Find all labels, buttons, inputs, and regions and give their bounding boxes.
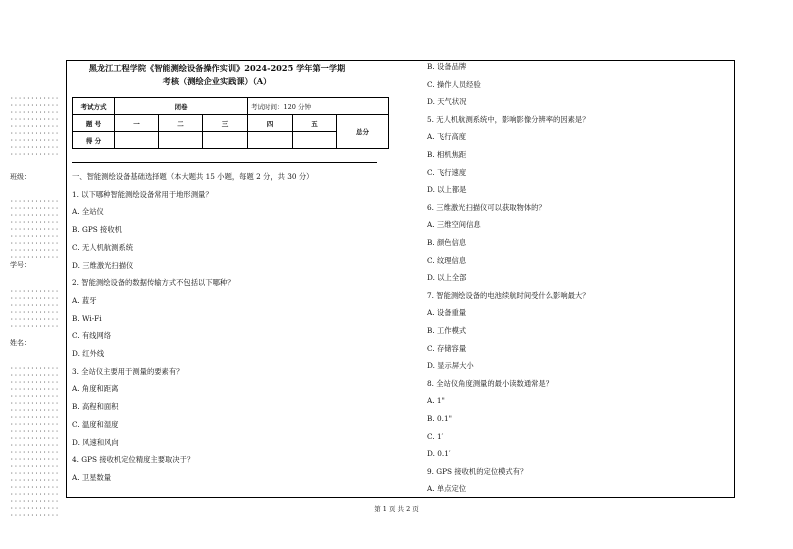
option-line: A. 角度和距离 [72, 384, 119, 394]
exam-time: 考试时间：120 分钟 [248, 98, 389, 115]
option-line: D. 天气状况 [427, 97, 467, 107]
score-cell-2[interactable] [159, 132, 203, 149]
question-line: 8. 全站仪角度测量的最小读数通常是？ [427, 378, 554, 388]
column-2: 二 [159, 115, 203, 132]
student-id-label: 学号： [10, 261, 31, 269]
option-line: B. 颜色信息 [427, 238, 467, 247]
option-line: D. 风速和风向 [72, 437, 119, 447]
seal-dots-4: ············ ············ ············ ············ ············ ············ ············ ············ ············ ············ ············ ············ ············ ············ ············ ············ ············ ············ ············ ············ ············ ············ [10, 365, 60, 519]
question-line: 7. 智能测绘设备的电池续航时间受什么影响最大？ [427, 290, 590, 300]
seal-dots-3: ············ ············ ············ ············ ············ ············ [10, 288, 60, 330]
option-line: A. 飞行高度 [427, 132, 467, 142]
option-line: B. 工作模式 [427, 326, 467, 335]
column-1: 一 [115, 115, 159, 132]
option-line: D. 0.1′ [427, 449, 451, 459]
option-line: C. 无人机航测系统 [72, 242, 134, 252]
option-line: B. 设备品牌 [427, 62, 467, 71]
option-line: B. 0.1" [427, 414, 452, 423]
question-line: 4. GPS 接收机定位精度主要取决于？ [72, 455, 195, 465]
option-line: D. 以上全部 [427, 273, 467, 283]
option-line: D. 显示屏大小 [427, 361, 474, 371]
option-line: A. 蓝牙 [72, 295, 97, 305]
class-label: 班级： [10, 173, 31, 181]
option-line: A. 设备重量 [427, 308, 467, 318]
option-line: A. 全站仪 [72, 207, 104, 217]
exam-title-line2: 考核（测绘企业实践课）（A） [162, 76, 272, 86]
seal-dots-2: ············ ············ ············ ············ ············ ············ ············ ············ ············ [10, 198, 60, 261]
option-line: C. 存储容量 [427, 343, 467, 353]
score-cell-1[interactable] [115, 132, 159, 149]
option-line: C. 有线网络 [72, 331, 112, 341]
score-table [72, 97, 389, 149]
option-line: D. 红外线 [72, 349, 105, 358]
option-line: C. 1′ [427, 431, 444, 441]
option-line: B. Wi-Fi [72, 313, 102, 323]
question-no-label: 题 号 [73, 115, 115, 132]
question-line: 5. 无人机航测系统中，影响影像分辨率的因素是？ [427, 114, 590, 124]
option-line: C. 温度和湿度 [72, 419, 119, 429]
option-line: B. 高程和面积 [72, 402, 119, 412]
option-line: B. GPS 接收机 [72, 225, 122, 235]
exam-method-value: 闭卷 [115, 98, 248, 115]
column-3: 三 [203, 115, 248, 132]
exam-title-line1: 黑龙江工程学院《智能测绘设备操作实训》2024-2025 学年第一学期 [88, 63, 346, 73]
option-line: C. 纹理信息 [427, 255, 467, 265]
score-label: 得 分 [73, 132, 115, 149]
option-line: A. 1" [427, 396, 445, 406]
seal-dots-1: ············ ············ ············ ············ ············ ············ ············ ············ ············ [10, 95, 60, 158]
option-line: B. 相机焦距 [427, 150, 467, 159]
option-line: A. 单点定位 [427, 484, 467, 494]
option-line: A. 三维空间信息 [427, 220, 481, 230]
option-line: C. 飞行速度 [427, 167, 467, 177]
question-line: 2. 智能测绘设备的数据传输方式不包括以下哪种？ [72, 278, 235, 288]
exam-page-frame [66, 60, 735, 498]
total-score-label: 总分 [337, 115, 389, 149]
score-cell-3[interactable] [203, 132, 248, 149]
question-line: 1. 以下哪种智能测绘设备常用于地形测量？ [72, 189, 213, 199]
name-label: 姓名： [10, 339, 31, 347]
score-cell-5[interactable] [293, 132, 337, 149]
question-line: 一、智能测绘设备基础选择题（本大题共 15 小题，每题 2 分，共 30 分） [72, 172, 314, 181]
section-divider [72, 162, 377, 163]
page-footer: 第 1 页 共 2 页 [374, 505, 419, 513]
question-line: 9. GPS 接收机的定位模式有？ [427, 466, 528, 476]
option-line: D. 以上都是 [427, 185, 467, 195]
score-cell-4[interactable] [248, 132, 293, 149]
option-line: C. 操作人员经验 [427, 79, 481, 89]
option-line: A. 卫星数量 [72, 472, 112, 482]
column-4: 四 [248, 115, 293, 132]
column-5: 五 [293, 115, 337, 132]
question-line: 3. 全站仪主要用于测量的要素有？ [72, 366, 184, 376]
question-line: 6. 三维激光扫描仪可以获取物体的？ [427, 202, 546, 212]
exam-method-label: 考试方式 [73, 98, 115, 115]
option-line: D. 三维激光扫描仪 [72, 260, 134, 270]
